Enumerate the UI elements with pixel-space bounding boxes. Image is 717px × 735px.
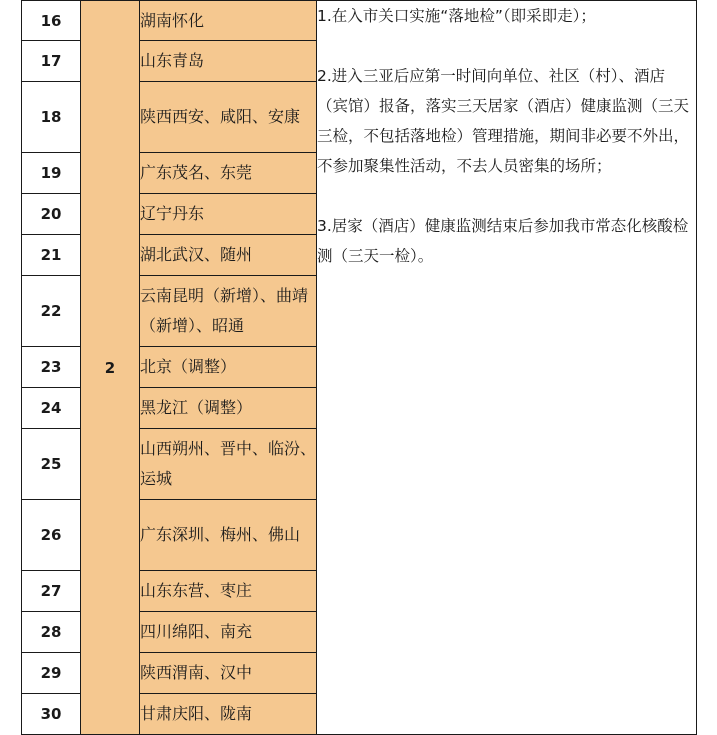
- row-number: 29: [22, 653, 81, 694]
- region-cell: 广东深圳、梅州、佛山: [140, 500, 317, 571]
- region-cell: 湖北武汉、随州: [140, 235, 317, 276]
- row-number: 24: [22, 388, 81, 429]
- region-cell: 山西朔州、晋中、临汾、运城: [140, 429, 317, 500]
- region-cell: 云南昆明（新增）、曲靖（新增）、昭通: [140, 276, 317, 347]
- measure-item: 3.居家（酒店）健康监测结束后参加我市常态化核酸检测（三天一检）。: [317, 217, 689, 265]
- measures-cell: [317, 1, 697, 735]
- region-cell: 甘肃庆阳、陇南: [140, 694, 317, 735]
- region-cell: 广东茂名、东莞: [140, 153, 317, 194]
- measure-item: 2.进入三亚后应第一时间向单位、社区（村）、酒店（宾馆）报备，落实三天居家（酒店）健康监测（三天三检，不包括落地检）管理措施，期间非必要不外出，不参加聚集性活动，不去人员密集的场所；: [317, 67, 690, 175]
- row-number: 16: [22, 1, 81, 41]
- region-cell: 陕西西安、咸阳、安康: [140, 82, 317, 153]
- row-number: 22: [22, 276, 81, 347]
- region-cell: 北京（调整）: [140, 347, 317, 388]
- row-number: 26: [22, 500, 81, 571]
- row-number: 17: [22, 41, 81, 82]
- risk-level-cell: 2: [81, 1, 140, 735]
- region-cell: 辽宁丹东: [140, 194, 317, 235]
- region-cell: 山东东营、枣庄: [140, 571, 317, 612]
- row-number: 28: [22, 612, 81, 653]
- row-number: 18: [22, 82, 81, 153]
- risk-region-table: [21, 0, 697, 735]
- measure-item: 1.在入市关口实施“落地检”（即采即走）；: [317, 7, 596, 25]
- row-number: 27: [22, 571, 81, 612]
- row-number: 30: [22, 694, 81, 735]
- table-row: [22, 1, 697, 41]
- region-cell: 湖南怀化: [140, 1, 317, 41]
- region-cell: 黑龙江（调整）: [140, 388, 317, 429]
- row-number: 20: [22, 194, 81, 235]
- region-cell: 陕西渭南、汉中: [140, 653, 317, 694]
- region-cell: 山东青岛: [140, 41, 317, 82]
- row-number: 19: [22, 153, 81, 194]
- region-cell: 四川绵阳、南充: [140, 612, 317, 653]
- row-number: 23: [22, 347, 81, 388]
- row-number: 21: [22, 235, 81, 276]
- row-number: 25: [22, 429, 81, 500]
